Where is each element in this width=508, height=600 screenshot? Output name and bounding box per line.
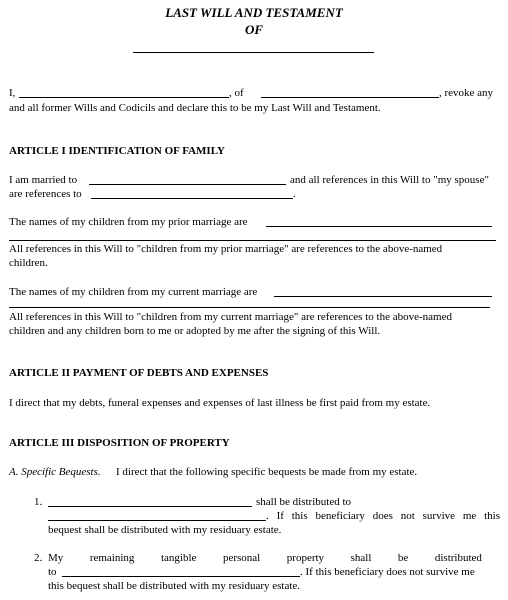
bequest-1-line1-suffix: shall be distributed to [256,496,352,508]
article-3-heading: ARTICLE III DISPOSITION OF PROPERTY [9,437,230,449]
bequest-1-number: 1. [34,496,43,508]
specific-bequests-text: I direct that the following specific bequests be made from my estate. [116,466,418,478]
intro-declaration: and all former Wills and Codicils and declare this to be my Last Will and Testament. [9,102,381,114]
prior-children-label: The names of my children from my prior marriage are [9,216,248,228]
bequest-2-line3: this bequest shall be distributed with my residuary estate. [48,580,301,592]
document-title-of: OF [244,22,264,37]
prior-refs-line-1: All references in this Will to "children from my prior marriage" are references to the above-named [9,243,443,255]
current-refs-line-2: children and any children born to me or adopted by me after the signing of this Will. [9,325,381,337]
spouse-reference-line[interactable] [91,198,293,199]
spouse-name-line[interactable] [89,184,286,185]
bequest-2-line1 [48,552,482,564]
intro-residence-line[interactable] [261,97,439,98]
current-children-line-1[interactable] [274,296,492,297]
specific-bequests-label: A. Specific Bequests. [9,466,101,478]
bequest-2-word: My [48,552,64,564]
married-prefix: I am married to [9,174,78,186]
debts-text: I direct that my debts, funeral expenses and expenses of last illness be first paid from my estate. [9,397,431,409]
bequest-2-word: shall [350,552,372,564]
bequest-1-item-line[interactable] [48,506,252,507]
bequest-2-to-label: to [48,566,57,578]
intro-of-label: , of [229,87,244,99]
prior-children-line-2[interactable] [9,240,496,241]
bequest-2-word: personal [222,552,261,564]
article-2-heading: ARTICLE II PAYMENT OF DEBTS AND EXPENSES [9,367,269,379]
intro-name-line[interactable] [19,97,229,98]
married-suffix: and all references in this Will to "my spouse" [290,174,489,186]
intro-revoke-text: , revoke any [439,87,494,99]
prior-children-line-1[interactable] [266,226,492,227]
bequest-2-word: distributed [434,552,482,564]
bequest-2-beneficiary-line[interactable] [62,576,300,577]
bequest-2-word: tangible [160,552,197,564]
bequest-1-line3: bequest shall be distributed with my residuary estate. [48,524,282,536]
bequest-1-line2-text: . If this beneficiary does not survive me this [266,510,500,522]
bequest-2-line2-suffix: . If this beneficiary does not survive me [300,566,475,578]
bequest-2-word: property [286,552,325,564]
bequest-2-number: 2. [34,552,43,564]
document-title: LAST WILL AND TESTAMENT [165,5,343,20]
article-1-heading: ARTICLE I IDENTIFICATION OF FAMILY [9,145,225,157]
testator-name-line[interactable] [133,52,374,53]
bequest-2-word: be [397,552,409,564]
bequest-2-word: remaining [89,552,135,564]
intro-i-label: I, [9,87,16,99]
prior-refs-line-2: children. [9,257,48,269]
refs-prefix: are references to [9,188,82,200]
current-refs-line-1: All references in this Will to "children from my current marriage" are references to the above-named [9,311,452,323]
current-children-label: The names of my children from my current marriage are [9,286,258,298]
bequest-1-beneficiary-line[interactable] [48,520,266,521]
refs-suffix: . [293,188,296,200]
current-children-line-2[interactable] [9,307,490,308]
bequest-1-line2-suffix [266,510,500,522]
